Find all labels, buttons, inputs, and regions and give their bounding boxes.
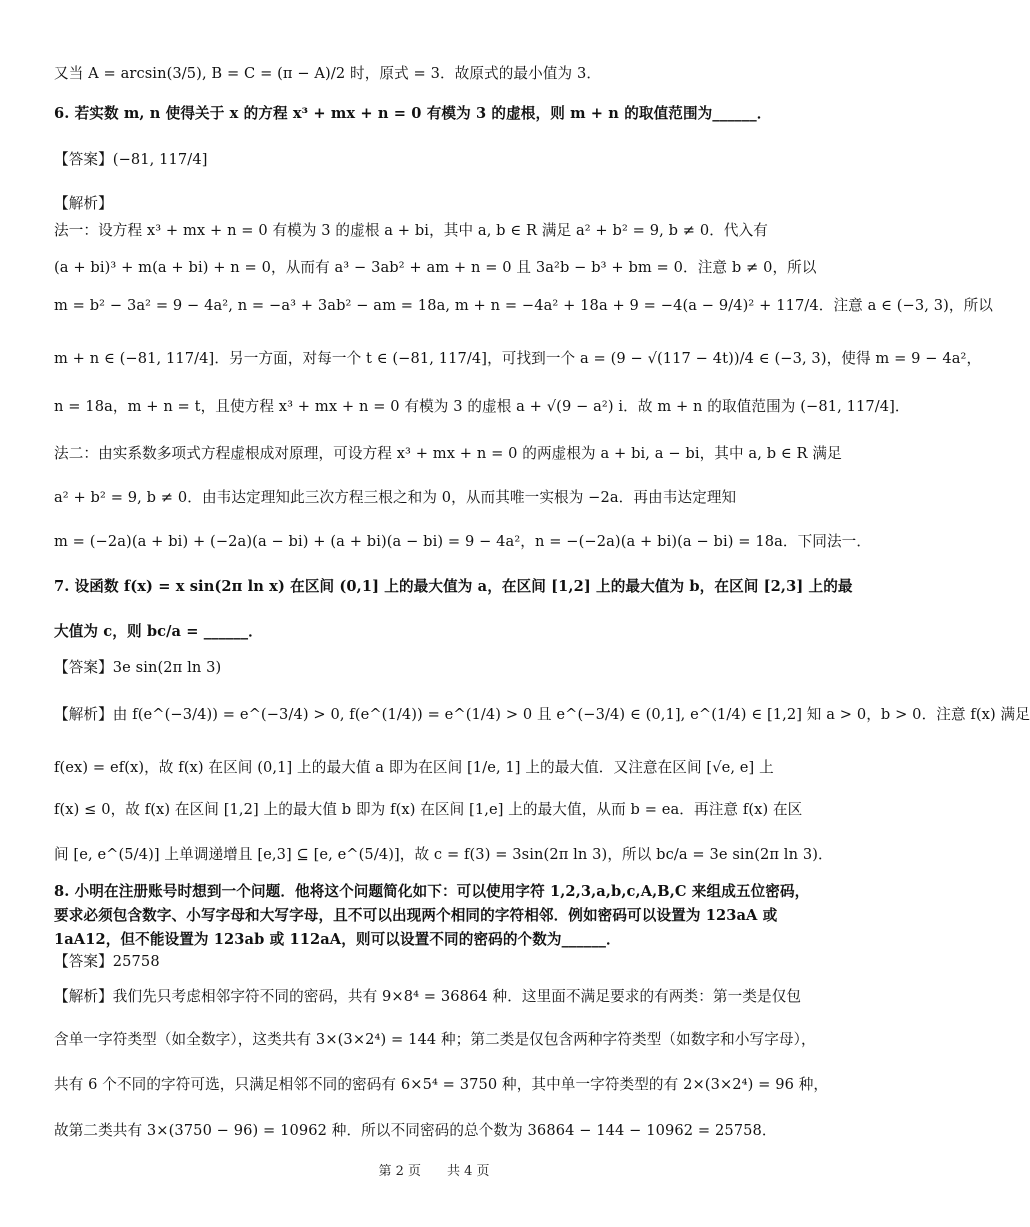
text-line: 故第二类共有 3×(3750 − 96) = 10962 种．所以不同密码的总个数为 36864 − 144 − 10962 = 25758． [54,1122,777,1139]
text-line: n = 18a，m + n = t，且使方程 x³ + mx + n = 0 有模为 3 的虚根 a + √(9 − a²) i．故 m + n 的取值范围为 (−81, 117/4]． [54,398,910,415]
text-line: 法二：由实系数多项式方程虚根成对原理，可设方程 x³ + mx + n = 0 的两虚根为 a + bi, a − bi，其中 a, b ∈ R 满足 [54,445,842,462]
text-line: 【解析】我们先只考虑相邻字符不同的密码，共有 9×8⁴ = 36864 种．这里面不满足要求的有两类：第一类是仅包 [54,988,802,1005]
text-line: m = (−2a)(a + bi) + (−2a)(a − bi) + (a + bi)(a − bi) = 9 − 4a²，n = −(−2a)(a + bi)(a − bi) = 18a．下同法一． [54,533,872,550]
text-line: m + n ∈ (−81, 117/4]．另一方面，对每一个 t ∈ (−81, 117/4]，可找到一个 a = (9 − √(117 − 4t))/4 ∈ (−3, 3)，使得 m = 9 − 4a²， [54,350,982,367]
question-8: 8. 小明在注册账号时想到一个问题．他将这个问题简化如下：可以使用字符 1,2,3,a,b,c,A,B,C 来组成五位密码， [54,883,810,900]
question-8-cont: 要求必须包含数字、小写字母和大写字母，且不可以出现两个相同的字符相邻．例如密码可以设置为 123aA 或 [54,907,778,924]
text-line: 共有 6 个不同的字符可选，只满足相邻不同的密码有 6×5⁴ = 3750 种，其中单一字符类型的有 2×(3×2⁴) = 96 种， [54,1076,829,1093]
analysis-label: 【解析】 [54,195,113,212]
answer-8: 【答案】25758 [54,953,160,970]
text-line: a² + b² = 9, b ≠ 0．由韦达定理知此三次方程三根之和为 0，从而其唯一实根为 −2a．再由韦达定理知 [54,489,737,506]
text-line: 含单一字符类型（如全数字），这类共有 3×(3×2⁴) = 144 种；第二类是仅包含两种字符类型（如数字和小写字母）， [54,1031,816,1048]
text-line: 【解析】由 f(e^(−3/4)) = e^(−3/4) > 0, f(e^(1/4)) = e^(1/4) > 0 且 e^(−3/4) ∈ (0,1], e^(1/4) ∈ [1,2] 知 a > 0，b > 0．注意 f(x) 满足 [54,706,1030,723]
question-6: 6. 若实数 m, n 使得关于 x 的方程 x³ + mx + n = 0 有模为 3 的虚根，则 m + n 的取值范围为______． [54,105,772,122]
answer-7: 【答案】3e sin(2π ln 3) [54,659,222,676]
text-line: m = b² − 3a² = 9 − 4a², n = −a³ + 3ab² − am = 18a, m + n = −4a² + 18a + 9 = −4(a − 9/4)² + 117/4．注意 a ∈ (−3, 3)，所以 [54,297,993,314]
text-line: 又当 A = arcsin(3/5), B = C = (π − A)/2 时，原式 = 3．故原式的最小值为 3． [54,65,602,82]
question-7-cont: 大值为 c，则 bc/a = ______． [54,623,263,640]
text-line: (a + bi)³ + m(a + bi) + n = 0，从而有 a³ − 3ab² + am + n = 0 且 3a²b − b³ + bm = 0．注意 b ≠ 0，所以 [54,259,817,276]
question-7: 7. 设函数 f(x) = x sin(2π ln x) 在区间 (0,1] 上的最大值为 a，在区间 [1,2] 上的最大值为 b，在区间 [2,3] 上的最 [54,578,853,595]
text-line: 法一：设方程 x³ + mx + n = 0 有模为 3 的虚根 a + bi，其中 a, b ∈ R 满足 a² + b² = 9, b ≠ 0．代入有 [54,222,768,239]
page-footer: 第 2 页 共 4 页 [378,1164,490,1179]
text-line: f(x) ≤ 0，故 f(x) 在区间 [1,2] 上的最大值 b 即为 f(x) 在区间 [1,e] 上的最大值，从而 b = ea．再注意 f(x) 在区 [54,801,803,818]
question-8-cont: 1aA12，但不能设置为 123ab 或 112aA，则可以设置不同的密码的个数为______． [54,931,621,948]
text-line: f(ex) = ef(x)，故 f(x) 在区间 (0,1] 上的最大值 a 即为在区间 [1/e, 1] 上的最大值．又注意在区间 [√e, e] 上 [54,759,774,776]
answer-6: 【答案】(−81, 117/4] [54,151,208,168]
text-line: 间 [e, e^(5/4)] 上单调递增且 [e,3] ⊆ [e, e^(5/4)]，故 c = f(3) = 3sin(2π ln 3)，所以 bc/a = 3e sin(2π ln 3)． [54,846,833,863]
